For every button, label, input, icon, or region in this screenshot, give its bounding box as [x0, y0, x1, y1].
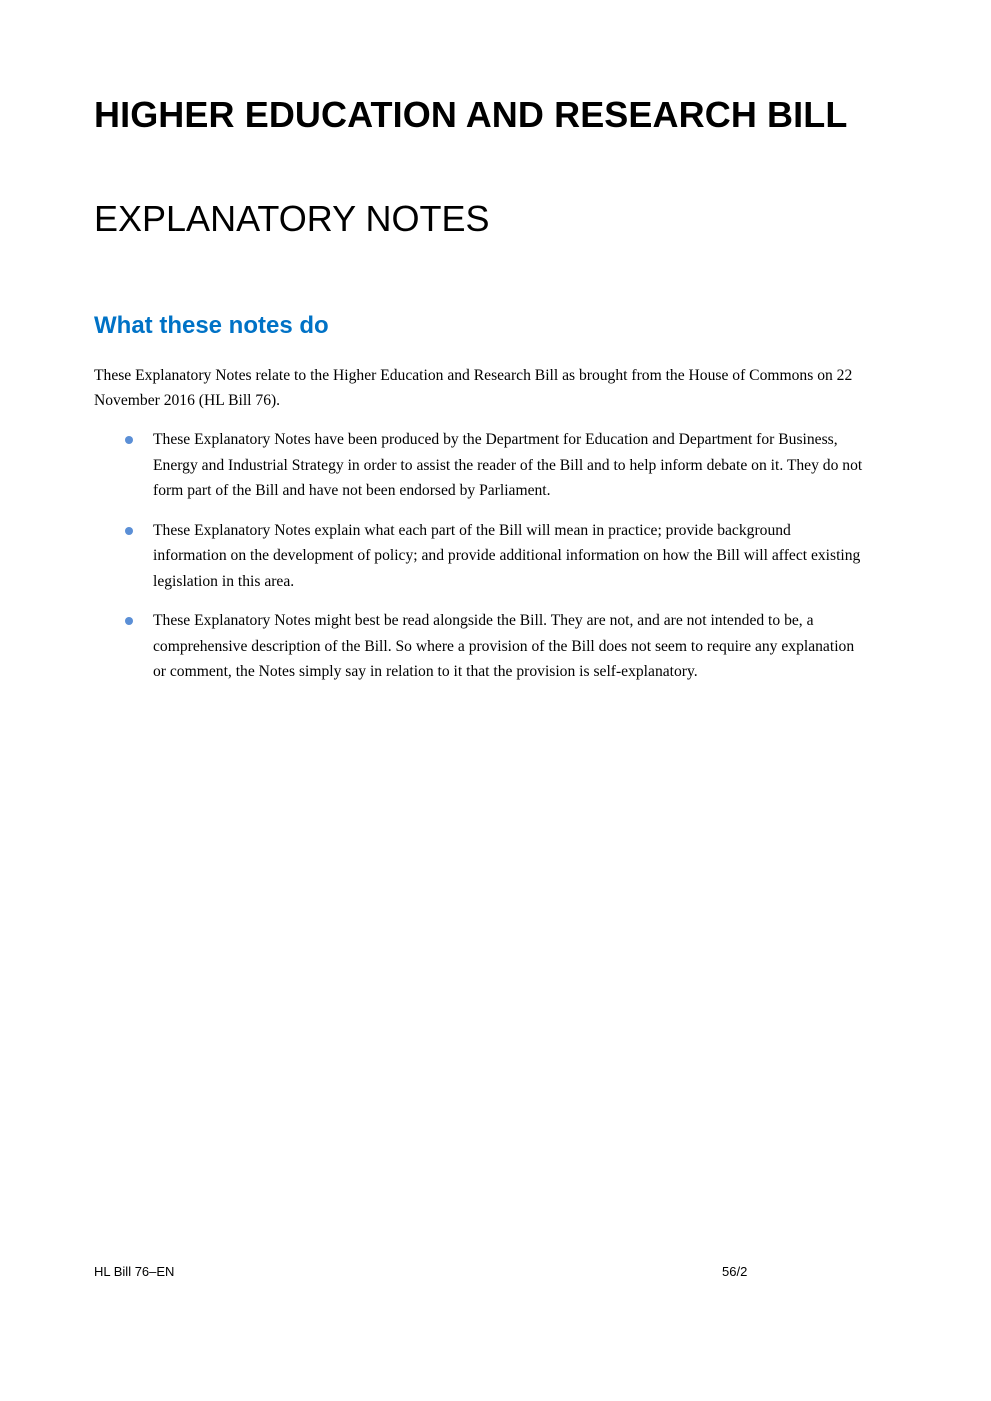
- bullet-item: [94, 427, 864, 504]
- bullet-text: These Explanatory Notes explain what each part of the Bill will mean in practice; provide background information on the development of policy; and provide additional information on how the Bill will affect existing legislation in this area.: [153, 521, 861, 590]
- bullet-item: [94, 518, 864, 595]
- bullet-dot-icon: [125, 527, 133, 535]
- bullet-dot-icon: [125, 617, 133, 625]
- intro-paragraph: These Explanatory Notes relate to the Higher Education and Research Bill as brought from the House of Commons on 22 November 2016 (HL Bill 76).: [94, 367, 853, 409]
- bullet-dot-icon: [125, 436, 133, 444]
- explanatory-bullet-list: [94, 427, 864, 699]
- bullet-text: These Explanatory Notes have been produced by the Department for Education and Department for Business, Energy and Industrial Strategy in order to assist the reader of the Bill and to help inform debate on it. They do not form part of the Bill and have not been endorsed by Parliament.: [153, 431, 863, 499]
- bullet-item: [94, 608, 864, 685]
- document-title: HIGHER EDUCATION AND RESEARCH BILL: [94, 94, 848, 135]
- section-heading: What these notes do: [94, 312, 329, 339]
- document-subtitle: EXPLANATORY NOTES: [94, 198, 490, 239]
- bullet-text: These Explanatory Notes might best be read alongside the Bill. They are not, and are not intended to be, a comprehensive description of the Bill. So where a provision of the Bill does not seem to require any explanation or comment, the Notes simply say in relation to it that the provision is self-explanatory.: [153, 612, 855, 680]
- footer-print-number: 56/2: [722, 1264, 748, 1279]
- footer-bill-reference: HL Bill 76–EN: [94, 1264, 175, 1279]
